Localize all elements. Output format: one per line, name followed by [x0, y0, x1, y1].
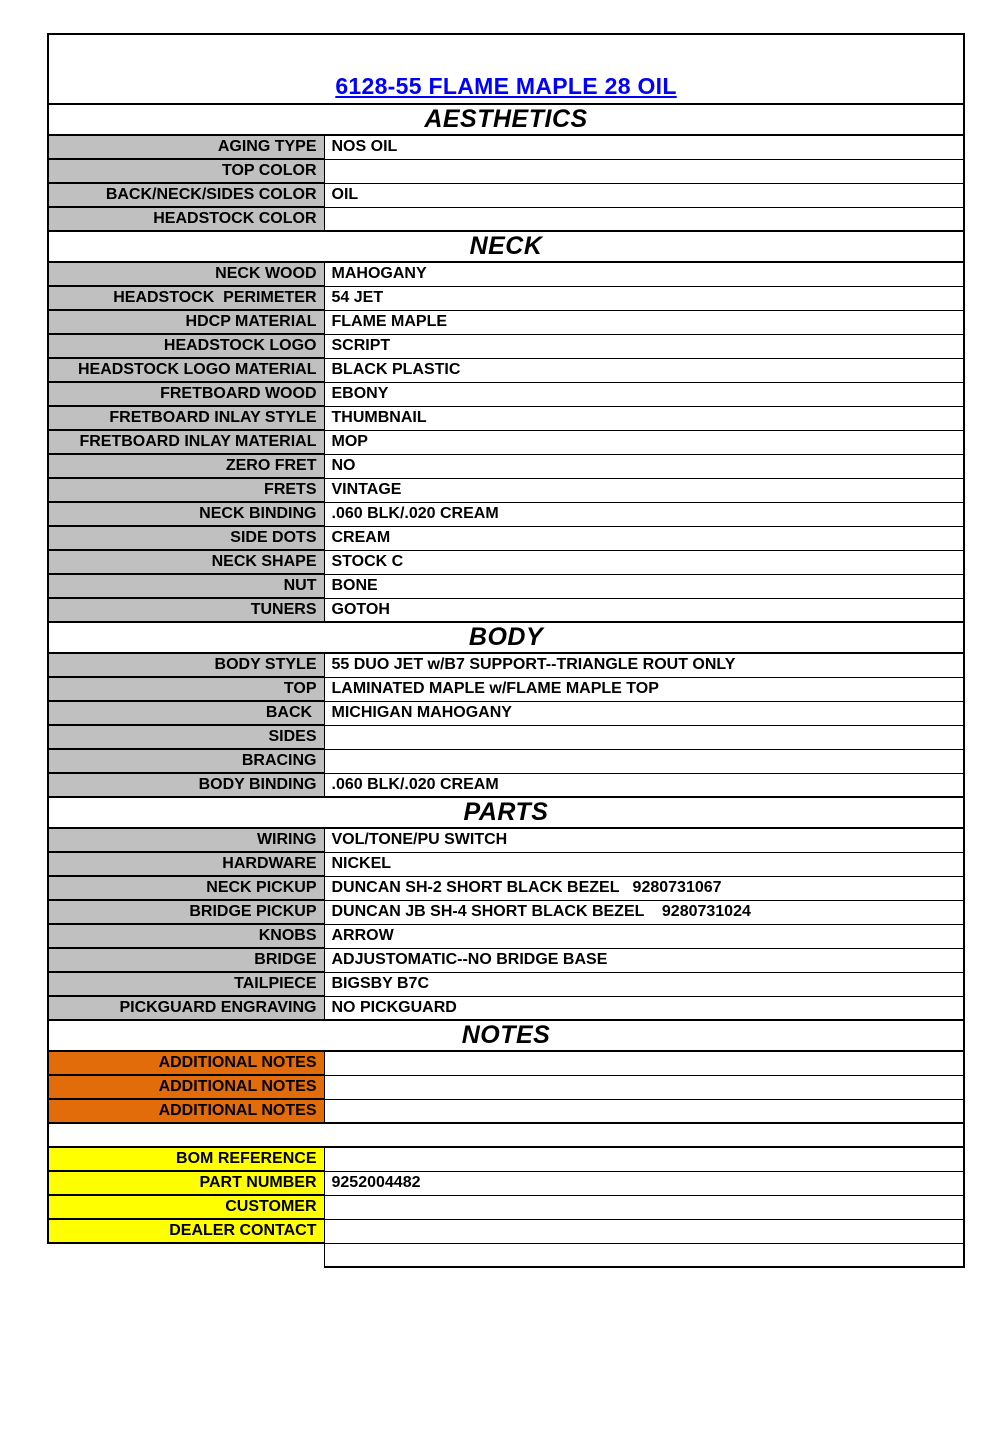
- row-label-body-binding: BODY BINDING: [48, 773, 324, 797]
- row-value-fretboard-inlay-style: THUMBNAIL: [324, 406, 964, 430]
- table-row: [48, 1147, 964, 1171]
- footer-tail-left: [48, 1243, 324, 1267]
- row-label-additional-notes: ADDITIONAL NOTES: [48, 1051, 324, 1075]
- table-row: [48, 1171, 964, 1195]
- row-value-hardware: NICKEL: [324, 852, 964, 876]
- section-header-row: [48, 797, 964, 828]
- row-value-fretboard-inlay-material: MOP: [324, 430, 964, 454]
- row-value-headstock-color: [324, 207, 964, 231]
- table-row: [48, 773, 964, 797]
- row-label-fretboard-wood: FRETBOARD WOOD: [48, 382, 324, 406]
- row-label-top: TOP: [48, 677, 324, 701]
- row-label-frets: FRETS: [48, 478, 324, 502]
- table-row: [48, 924, 964, 948]
- doc-title-link[interactable]: 6128-55 FLAME MAPLE 28 OIL: [335, 73, 677, 99]
- table-row: [48, 1243, 964, 1267]
- table-row: [48, 454, 964, 478]
- row-value-sides: [324, 725, 964, 749]
- row-label-neck-wood: NECK WOOD: [48, 262, 324, 286]
- table-row: [48, 725, 964, 749]
- notes-spacer-cell: [48, 1123, 964, 1147]
- row-label-dealer-contact: DEALER CONTACT: [48, 1219, 324, 1243]
- row-label-bridge-pickup: BRIDGE PICKUP: [48, 900, 324, 924]
- spec-sheet: [47, 33, 963, 1268]
- row-value-additional-notes: [324, 1075, 964, 1099]
- row-label-hdcp-material: HDCP MATERIAL: [48, 310, 324, 334]
- row-label-headstock-color: HEADSTOCK COLOR: [48, 207, 324, 231]
- table-row: [48, 598, 964, 622]
- row-label-bridge: BRIDGE: [48, 948, 324, 972]
- row-label-back: BACK: [48, 701, 324, 725]
- row-value-bom-reference: [324, 1147, 964, 1171]
- section-header-parts: PARTS: [48, 797, 964, 828]
- row-label-additional-notes: ADDITIONAL NOTES: [48, 1075, 324, 1099]
- section-header-row: [48, 1020, 964, 1051]
- row-label-bracing: BRACING: [48, 749, 324, 773]
- table-row: [48, 183, 964, 207]
- row-value-headstock-perimeter: 54 JET: [324, 286, 964, 310]
- table-row: [48, 406, 964, 430]
- row-value-bracing: [324, 749, 964, 773]
- row-label-bom-reference: BOM REFERENCE: [48, 1147, 324, 1171]
- table-row: [48, 526, 964, 550]
- section-header-body: BODY: [48, 622, 964, 653]
- table-row: [48, 550, 964, 574]
- row-value-tuners: GOTOH: [324, 598, 964, 622]
- table-row: [48, 334, 964, 358]
- row-value-back-neck-sides-color: OIL: [324, 183, 964, 207]
- table-row: [48, 852, 964, 876]
- row-value-nut: BONE: [324, 574, 964, 598]
- row-label-knobs: KNOBS: [48, 924, 324, 948]
- table-row: [48, 310, 964, 334]
- row-label-aging-type: AGING TYPE: [48, 135, 324, 159]
- row-value-body-style: 55 DUO JET w/B7 SUPPORT--TRIANGLE ROUT ONLY: [324, 653, 964, 677]
- row-value-headstock-logo-material: BLACK PLASTIC: [324, 358, 964, 382]
- row-value-wiring: VOL/TONE/PU SWITCH: [324, 828, 964, 852]
- row-label-neck-shape: NECK SHAPE: [48, 550, 324, 574]
- row-value-neck-pickup: DUNCAN SH-2 SHORT BLACK BEZEL 9280731067: [324, 876, 964, 900]
- section-header-row: [48, 231, 964, 262]
- row-value-customer: [324, 1195, 964, 1219]
- row-label-part-number: PART NUMBER: [48, 1171, 324, 1195]
- table-row: [48, 701, 964, 725]
- row-label-wiring: WIRING: [48, 828, 324, 852]
- row-label-side-dots: SIDE DOTS: [48, 526, 324, 550]
- row-value-zero-fret: NO: [324, 454, 964, 478]
- row-value-additional-notes: [324, 1051, 964, 1075]
- table-row: [48, 677, 964, 701]
- row-label-top-color: TOP COLOR: [48, 159, 324, 183]
- row-label-headstock-perimeter: HEADSTOCK PERIMETER: [48, 286, 324, 310]
- title-cell: [48, 34, 964, 104]
- row-value-pickguard-engraving: NO PICKGUARD: [324, 996, 964, 1020]
- table-row: [48, 135, 964, 159]
- row-value-additional-notes: [324, 1099, 964, 1123]
- row-value-knobs: ARROW: [324, 924, 964, 948]
- table-row: [48, 1219, 964, 1243]
- row-value-part-number: 9252004482: [324, 1171, 964, 1195]
- row-label-fretboard-inlay-style: FRETBOARD INLAY STYLE: [48, 406, 324, 430]
- section-header-row: [48, 622, 964, 653]
- table-row: [48, 574, 964, 598]
- row-label-hardware: HARDWARE: [48, 852, 324, 876]
- table-row: [48, 996, 964, 1020]
- table-row: [48, 749, 964, 773]
- row-label-sides: SIDES: [48, 725, 324, 749]
- row-value-back: MICHIGAN MAHOGANY: [324, 701, 964, 725]
- spec-table-body: [48, 34, 964, 1267]
- table-row: [48, 1195, 964, 1219]
- row-label-zero-fret: ZERO FRET: [48, 454, 324, 478]
- row-label-tuners: TUNERS: [48, 598, 324, 622]
- table-row: [48, 1075, 964, 1099]
- row-label-nut: NUT: [48, 574, 324, 598]
- row-label-neck-pickup: NECK PICKUP: [48, 876, 324, 900]
- table-row: [48, 478, 964, 502]
- row-value-top: LAMINATED MAPLE w/FLAME MAPLE TOP: [324, 677, 964, 701]
- row-label-pickguard-engraving: PICKGUARD ENGRAVING: [48, 996, 324, 1020]
- section-header-row: [48, 104, 964, 135]
- table-row: [48, 1123, 964, 1147]
- row-value-dealer-contact: [324, 1219, 964, 1243]
- row-label-additional-notes: ADDITIONAL NOTES: [48, 1099, 324, 1123]
- title-row: [48, 34, 964, 104]
- table-row: [48, 262, 964, 286]
- table-row: [48, 159, 964, 183]
- table-row: [48, 1051, 964, 1075]
- table-row: [48, 900, 964, 924]
- row-value-bridge-pickup: DUNCAN JB SH-4 SHORT BLACK BEZEL 9280731024: [324, 900, 964, 924]
- footer-tail-cell: [324, 1243, 964, 1267]
- table-row: [48, 876, 964, 900]
- row-value-neck-wood: MAHOGANY: [324, 262, 964, 286]
- table-row: [48, 382, 964, 406]
- row-value-aging-type: NOS OIL: [324, 135, 964, 159]
- row-value-frets: VINTAGE: [324, 478, 964, 502]
- row-value-neck-binding: .060 BLK/.020 CREAM: [324, 502, 964, 526]
- table-row: [48, 828, 964, 852]
- table-row: [48, 502, 964, 526]
- row-value-bridge: ADJUSTOMATIC--NO BRIDGE BASE: [324, 948, 964, 972]
- row-value-tailpiece: BIGSBY B7C: [324, 972, 964, 996]
- section-header-notes: NOTES: [48, 1020, 964, 1051]
- table-row: [48, 207, 964, 231]
- table-row: [48, 358, 964, 382]
- row-value-fretboard-wood: EBONY: [324, 382, 964, 406]
- row-label-headstock-logo-material: HEADSTOCK LOGO MATERIAL: [48, 358, 324, 382]
- row-label-fretboard-inlay-material: FRETBOARD INLAY MATERIAL: [48, 430, 324, 454]
- row-value-neck-shape: STOCK C: [324, 550, 964, 574]
- section-header-aesthetics: AESTHETICS: [48, 104, 964, 135]
- row-value-top-color: [324, 159, 964, 183]
- row-value-headstock-logo: SCRIPT: [324, 334, 964, 358]
- table-row: [48, 972, 964, 996]
- row-value-hdcp-material: FLAME MAPLE: [324, 310, 964, 334]
- row-label-back-neck-sides-color: BACK/NECK/SIDES COLOR: [48, 183, 324, 207]
- table-row: [48, 1099, 964, 1123]
- row-label-customer: CUSTOMER: [48, 1195, 324, 1219]
- table-row: [48, 653, 964, 677]
- table-row: [48, 286, 964, 310]
- row-label-neck-binding: NECK BINDING: [48, 502, 324, 526]
- table-row: [48, 430, 964, 454]
- row-label-tailpiece: TAILPIECE: [48, 972, 324, 996]
- row-label-headstock-logo: HEADSTOCK LOGO: [48, 334, 324, 358]
- row-value-side-dots: CREAM: [324, 526, 964, 550]
- table-row: [48, 948, 964, 972]
- row-value-body-binding: .060 BLK/.020 CREAM: [324, 773, 964, 797]
- row-label-body-style: BODY STYLE: [48, 653, 324, 677]
- section-header-neck: NECK: [48, 231, 964, 262]
- spec-table: [47, 33, 965, 1268]
